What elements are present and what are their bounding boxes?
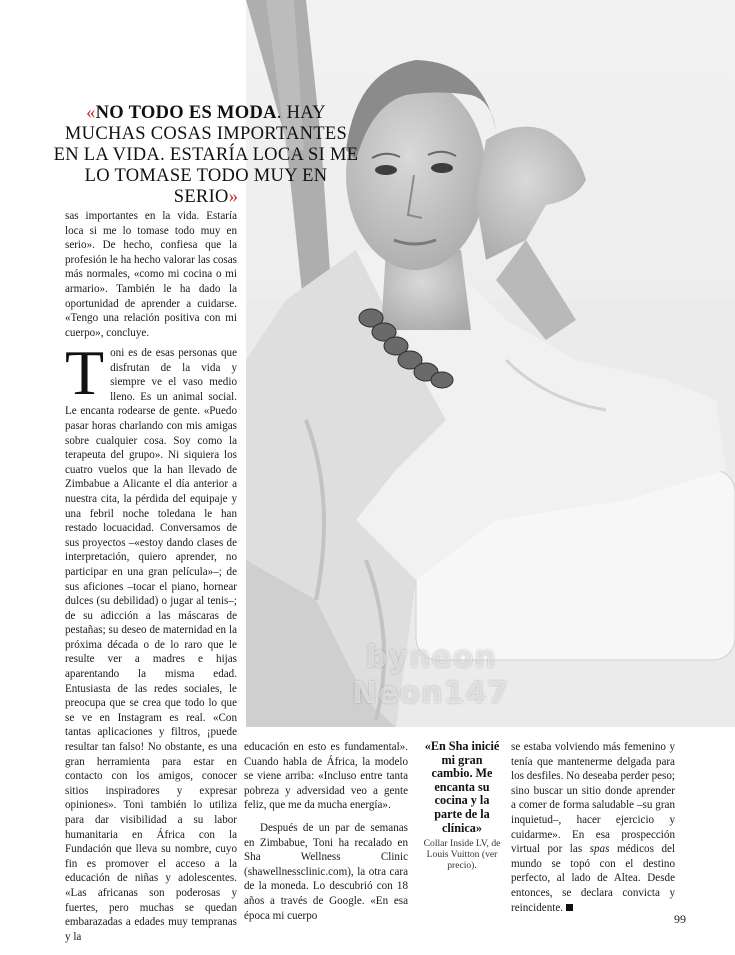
watermark-line-2: Neon147 [352,676,510,711]
pull-quote-close-mark: » [228,187,239,207]
pull-quote-bold: NO TODO ES MODA [95,103,277,123]
article-column-1-main [65,337,237,944]
pull-quote [50,103,362,208]
article-column-1-top [65,209,237,340]
paragraph-with-dropcap [65,337,237,944]
paragraph-text-b: médicos del mundo se topó con el destino perfecto, al lado de Altea. Desde entonces, se declara convicta y reincidente. [511,843,675,914]
watermark-line-1: byneon [366,640,497,675]
article-column-2 [244,740,408,923]
page-number: 99 [674,912,686,926]
pull-quote-text: . HAY MUCHAS COSAS IMPORTANTES EN LA VIDA. ESTARÍA LOCA SI ME LO TOMASE TODO MUY EN SERIO [53,103,359,207]
paragraph: sas importantes en la vida. Estaría loca si me lo tomase todo muy en serio». De hecho, confiesa que la profesión le ha hecho valorar las cosas más normales, «como mi cocina o mi armario». También le ha dado la oportunidad de aprender a cuidarse. «Tengo una relación positiva con mi cuerpo», concluye. [65,210,237,339]
end-mark-icon [566,904,573,911]
paragraph-text: oni es de esas personas que disfrutan de la vida y siempre ve el vaso medio lleno. Es un animal social. Le encanta rodearse de gente. «Puedo pasar horas charlando con mis amigas sobre cualquier cosa. Soy como la terapeuta del grupo». Ni siquiera los cuatro vuelos que la han llevado de Zimbabue a Alicante el día anterior a nuestra cita, la pérdida del equipaje y una febril noche toledana le han restado locuacidad. Conversamos de sus proyectos –«estoy dando clases de interpretación, quiero aprender, no participar en una gran película»–; de sus aficiones –tocar el piano, hornear dulces (su debilidad) o jugar al tenis–; de su adicción a las máscaras de pestañas; su deseo de maternidad en la próxima década o de lo raro que le resulte ver a madres e hijas aparentando la misma edad. Entusiasta de las redes sociales, le preocupa que se crea que todo lo que se ve en Instagram es real. «Con tantas aplicaciones y filtros, ¡puede resultar tan falso! No obstante, es una gran herramienta para estar en contacto con los amigos, conocer sitios inspiradores y expresar opiniones». Toni también lo utiliza para dar visibilidad a su labor humanitaria en África con la Fundación que lleva su nombre, cuyo fin es promover el acceso a la educación de niñas y adolescentes. «Las africanas son poderosas y fuertes, pero muchas se quedan embarazadas a edades muy tempranas y la [65,347,237,943]
paragraph-text-a: se estaba volviendo más femenino y tenía que mantenerme delgada para los desfiles. No deseaba perder peso; sino buscar un sitio donde aprender a comer de forma saludable –su gran inquietud–, hacer ejercicio y cuidarme». En esa prospección virtual por las [511,741,675,856]
paragraph: Después de un par de semanas en Zimbabue, Toni ha recalado en Sha Wellness Clinic (shawellnessclinic.com), la otra cara de la moneda. Lo descubrió con 18 años a través de Google. «En esa época mi cuerpo [244,821,408,922]
article-column-4 [511,740,675,915]
pull-quote-open-mark: « [86,103,96,123]
paragraph-emphasis: spas [589,843,610,856]
paragraph: educación en esto es fundamental». Cuando habla de África, la modelo se viene arriba: «Incluso entre tanta pobreza y adversidad veo a gente feliz, que me da mucha energía». [244,741,408,812]
side-quote: «En Sha inicié mi gran cambio. Me encanta su cocina y la parte de la clínica» [424,739,500,835]
side-quote-block [423,740,501,871]
drop-cap: T [65,337,105,408]
paragraph [511,740,675,915]
photo-caption: Collar Inside LV, de Louis Vuitton (ver precio). [423,838,501,872]
